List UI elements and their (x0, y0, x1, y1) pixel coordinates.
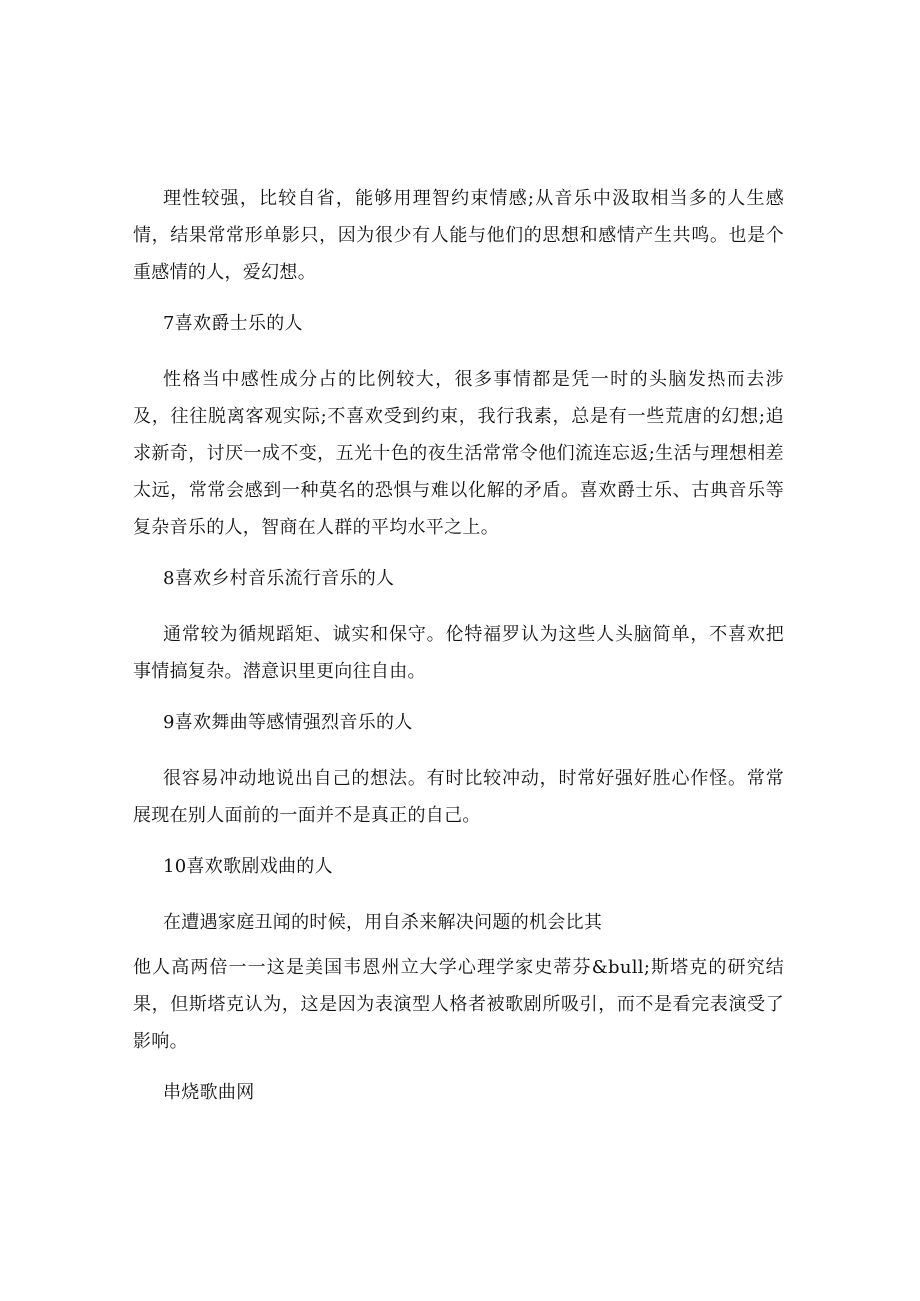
heading-dance: 9喜欢舞曲等感情强烈音乐的人 (163, 712, 413, 733)
paragraph-opera-line1: 在遭遇家庭丑闻的时候，用自杀来解决问题的机会比其 (163, 912, 603, 933)
paragraph-dance: 很容易冲动地说出自己的想法。有时比较冲动，时常好强好胜心作怪。常常展现在别人面前的一面并不是真正的自己。 (133, 768, 784, 826)
heading-country-pop: 8喜欢乡村音乐流行音乐的人 (163, 568, 395, 589)
document-body (133, 180, 784, 1111)
paragraph-opera-continued: 他人高两倍一一这是美国韦恩州立大学心理学家史蒂芬&bull;斯塔克的研究结果，但斯塔克认为，这是因为表演型人格者被歌剧所吸引，而不是看完表演受了影响。 (133, 957, 784, 1052)
heading-opera: 10喜欢歌剧戏曲的人 (163, 856, 333, 877)
paragraph-country-pop: 通常较为循规蹈矩、诚实和保守。伦特福罗认为这些人头脑简单，不喜欢把事情搞复杂。潜意识里更向往自由。 (133, 624, 784, 682)
heading-jazz: 7喜欢爵士乐的人 (163, 313, 303, 334)
paragraph-jazz: 性格当中感性成分占的比例较大，很多事情都是凭一时的头脑发热而去涉及，往往脱离客观实际;不喜欢受到约束，我行我素，总是有一些荒唐的幻想;追求新奇，讨厌一成不变，五光十色的夜生活常常令他们流连忘返;生活与理想相差太远，常常会感到一种莫名的恐惧与难以化解的矛盾。喜欢爵士乐、古典音乐等复杂音乐的人，智商在人群的平均水平之上。 (133, 369, 784, 538)
paragraph-reason: 理性较强，比较自省，能够用理智约束情感;从音乐中汲取相当多的人生感情，结果常常形单影只，因为很少有人能与他们的思想和感情产生共鸣。也是个重感情的人，爱幻想。 (133, 188, 784, 283)
source-site-label: 串烧歌曲网 (163, 1082, 255, 1103)
